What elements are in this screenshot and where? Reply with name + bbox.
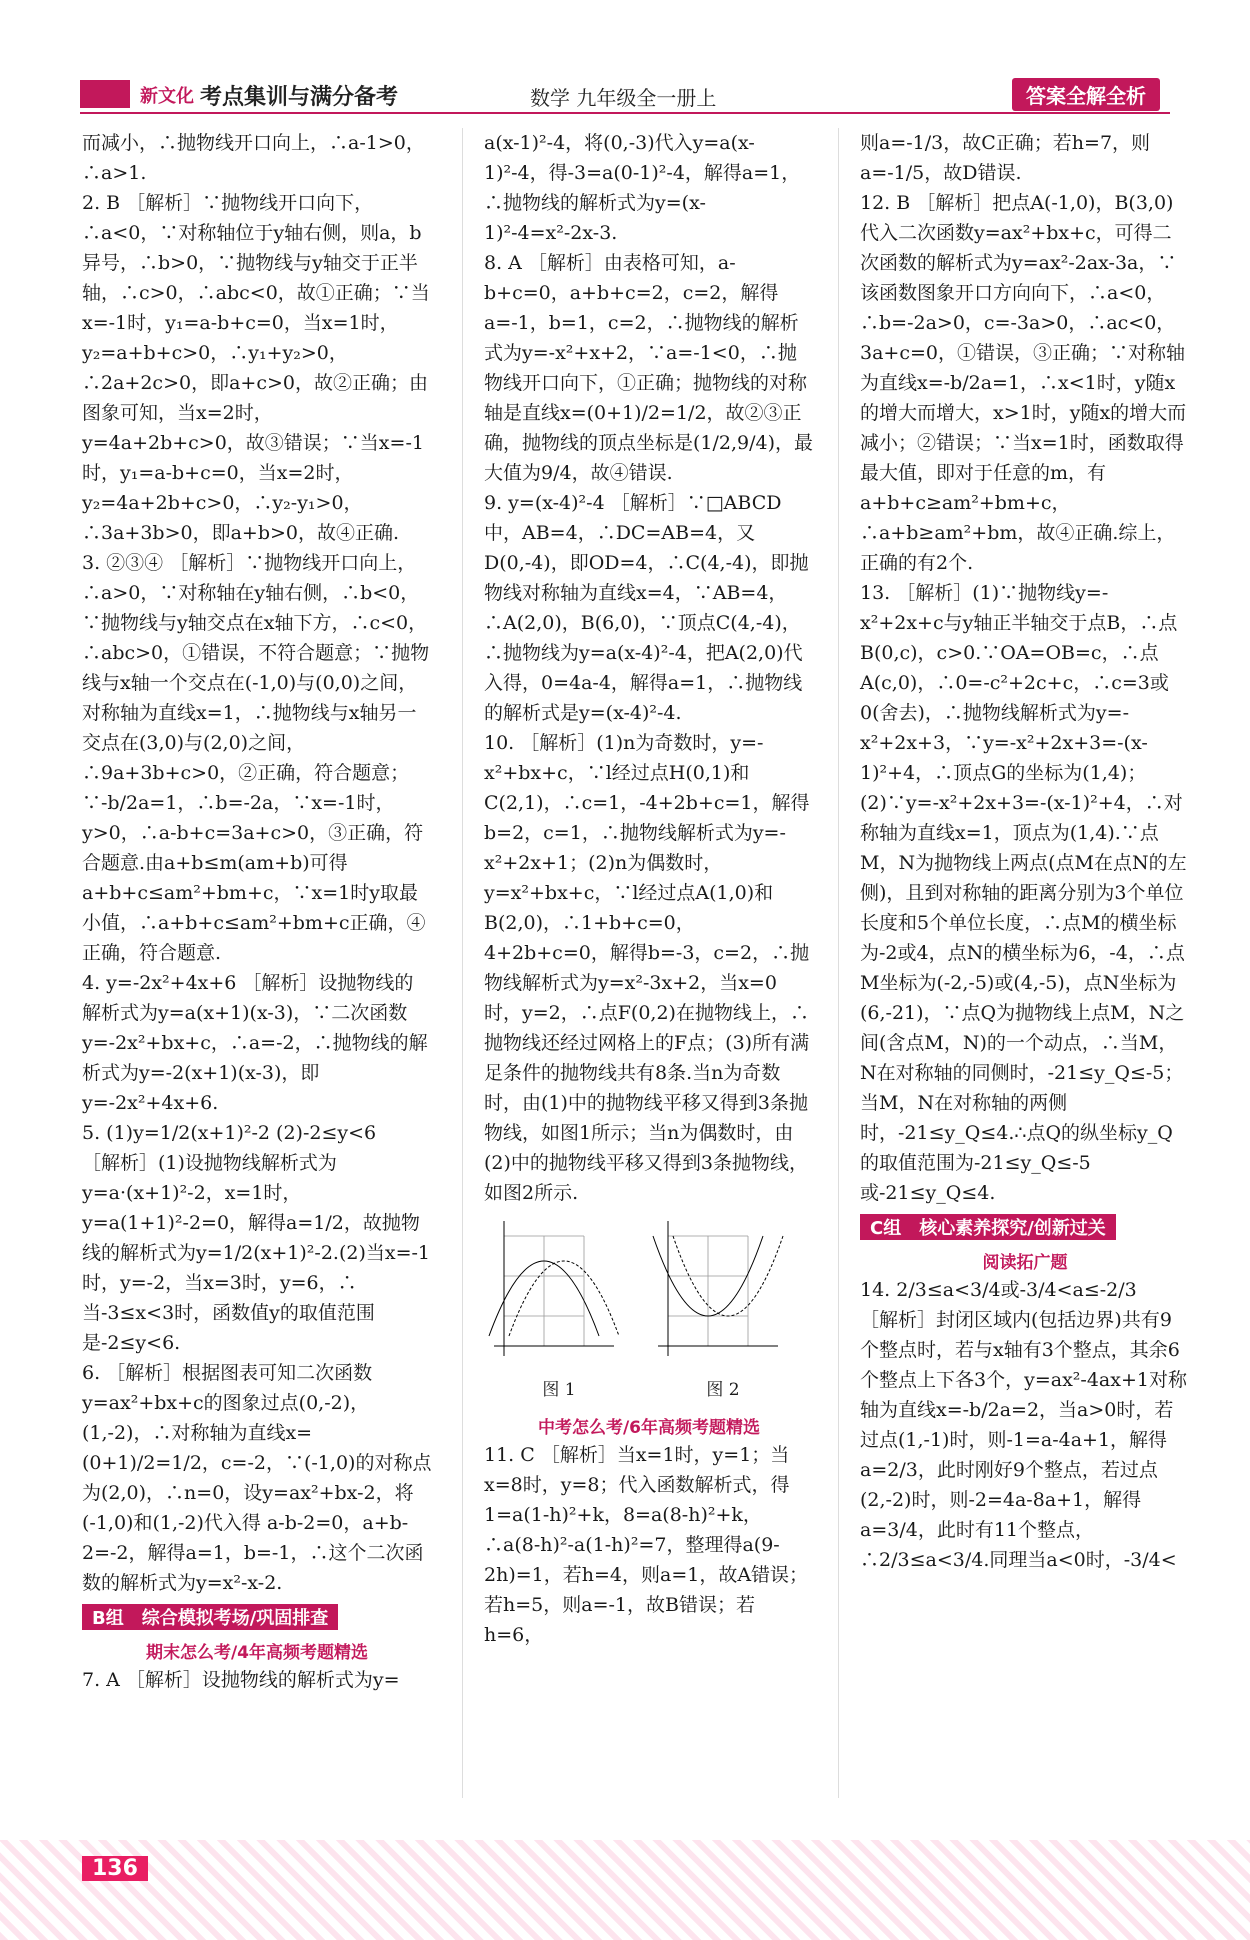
page-number: 136 <box>82 1856 148 1881</box>
answer-11-cont: 则a=-1/3，故C正确；若h=7，则a=-1/5，故D错误. <box>860 132 1151 184</box>
page-header <box>80 76 1170 112</box>
answer-6: 6. ［解析］根据图表可知二次函数y=ax²+bx+c的图象过点(0,-2)，(1,-2)，∴对称轴为直线x=(0+1)/2=1/2，c=-2，∵(-1,0)的对称点为(2,0)，∴n=0，设y=ax²+bx-2，将(-1,0)和(1,-2)代入得 a-b-2=0，a+b-2=-2，解得a=1，b=-1，∴这个二次函数的解析式为y=x²-x-2. <box>82 1362 432 1594</box>
column-divider <box>462 128 463 1798</box>
graph-2-icon <box>648 1216 798 1366</box>
answer-3: 3. ②③④ ［解析］∵抛物线开口向上，∴a>0，∵对称轴在y轴右侧，∴b<0，∵抛物线与y轴交点在x轴下方，∴c<0，∴abc>0，①错误，不符合题意；∵抛物线与x轴一个交点在(-1,0)与(0,0)之间，对称轴为直线x=1，∴抛物线与x轴另一交点在(3,0)与(2,0)之间，∴9a+3b+c>0，②正确，符合题意；∵-b/2a=1，∴b=-2a，∵x=-1时，y>0，∴a-b+c=3a+c>0，③正确，符合题意.由a+b≤m(am+b)可得a+b+c≤am²+bm+c，∵x=1时y取最小值，∴a+b+c≤am²+bm+c正确，④正确，符合题意. <box>82 552 430 964</box>
header-rule <box>80 112 1170 114</box>
section-b-subheading: 期末怎么考/4年高频考题精选 <box>145 1643 369 1663</box>
publisher-logo: 新文化 <box>140 86 194 107</box>
answer-5: 5. (1)y=1/2(x+1)²-2 (2)-2≤y<6 <box>82 1122 377 1144</box>
page-footer <box>0 1840 1250 1940</box>
subject-label: 数学 九年级全一册上 <box>530 86 717 110</box>
figure-2 <box>648 1216 798 1405</box>
column-left <box>82 128 432 1695</box>
answer-11: 11. C ［解析］当x=1时，y=1；当x=8时，y=8；代入函数解析式，得 1=a(1-h)²+k，8=a(8-h)²+k，∴a(8-h)²-a(1-h)²=7，整理得a(9-2h)=1，若h=4，则a=1，故A错误；若h=5，则a=-1，故B错误；若h=6， <box>484 1444 809 1646</box>
answer-12: 12. B ［解析］把点A(-1,0)，B(3,0)代入二次函数y=ax²+bx+c，可得二次函数的解析式为y=ax²-2ax-3a，∵该函数图象开口方向向下，∴a<0，∴b=-2a>0，c=-3a>0，∴ac<0，3a+c=0，①错误，③正确；∵对称轴为直线x=-b/2a=1，∴x<1时，y随x的增大而增大，x>1时，y随x的增大而减小；②错误；∵当x=1时，函数取得最大值，即对于任意的m，有a+b+c≥am²+bm+c，∴a+b≥am²+bm，故④正确.综上，正确的有2个. <box>860 192 1187 574</box>
figure-1 <box>484 1216 634 1405</box>
figures <box>484 1216 814 1405</box>
book-title: 考点集训与满分备考 <box>200 85 399 110</box>
answer-7: 7. A ［解析］设抛物线的解析式为y= <box>82 1669 400 1691</box>
section-label: 答案全解全析 <box>1012 78 1160 111</box>
column-divider <box>838 128 839 1798</box>
answer-9: 9. y=(x-4)²-4 ［解析］∵□ABCD中，AB=4，∴DC=AB=4，又D(0,-4)，即OD=4，∴C(4,-4)，即抛物线对称轴为直线x=4，∵AB=4，∴A(2,0)，B(6,0)，∵顶点C(4,-4)，∴抛物线为y=a(x-4)²-4，把A(2,0)代入得，0=4a-4，解得a=1，∴抛物线的解析式是y=(x-4)²-4. <box>484 492 809 724</box>
column-right <box>860 128 1190 1575</box>
answer-14: 14. 2/3≤a<3/4或-3/4<a≤-2/3 <box>860 1279 1137 1301</box>
answer-4: 4. y=-2x²+4x+6 ［解析］设抛物线的解析式为y=a(x+1)(x-3)，∵二次函数y=-2x²+bx+c，∴a=-2，∴抛物线的解析式为y=-2(x+1)(x-3)，即y=-2x²+4x+6. <box>82 972 428 1114</box>
figure-2-caption: 图 2 <box>706 1380 740 1400</box>
answer-paragraph: 而减小，∴抛物线开口向上，∴a-1>0，∴a>1. <box>82 132 425 184</box>
graph-1-icon <box>484 1216 634 1366</box>
answer-7-cont: a(x-1)²-4，将(0,-3)代入y=a(x-1)²-4，得-3=a(0-1)²-4，解得a=1，∴抛物线的解析式为y=(x-1)²-4=x²-2x-3. <box>484 132 801 244</box>
answer-10: 10. ［解析］(1)n为奇数时，y=-x²+bx+c，∵l经过点H(0,1)和C(2,1)，∴c=1，-4+2b+c=1，解得b=2，c=1，∴抛物线解析式为y=-x²+2x+1；(2)n为偶数时，y=x²+bx+c，∵l经过点A(1,0)和B(2,0)，∴1+b+c=0，4+2b+c=0，解得b=-3，c=2，∴抛物线解析式为y=x²-3x+2，当x=0时，y=2，∴点F(0,2)在抛物线上，∴抛物线还经过网格上的F点；(3)所有满足条件的抛物线共有8条.当n为奇数时，由(1)中的抛物线平移又得到3条抛物线，如图1所示；当n为偶数时，由(2)中的抛物线平移又得到3条抛物线，如图2所示. <box>484 732 810 1204</box>
figure-1-caption: 图 1 <box>542 1380 576 1400</box>
section-c-heading: C组 核心素养探究/创新过关 <box>860 1214 1116 1240</box>
answer-14-analysis: ［解析］封闭区域内(包括边界)共有9个整点时，若与x轴有3个整点，其余6个整点上下各3个，y=ax²-4ax+1对称轴为直线x=-b/2a=2，当a>0时，若过点(1,-1)时，则-1=a-4a+1，解得a=2/3，此时刚好9个整点，若过点(2,-2)时，则-2=4a-8a+1，解得a=3/4，此时有11个整点，∴2/3≤a<3/4.同理当a<0时，-3/4< <box>860 1309 1187 1571</box>
answer-8: 8. A ［解析］由表格可知，a-b+c=0，a+b+c=2，c=2，解得a=-1，b=1，c=2，∴抛物线的解析式为y=-x²+x+2，∵a=-1<0，∴抛物线开口向下，①正确；抛物线的对称轴是直线x=(0+1)/2=1/2，故②③正确，抛物线的顶点坐标是(1/2,9/4)，最大值为9/4，故④错误. <box>484 252 814 484</box>
answer-2: 2. B ［解析］∵抛物线开口向下，∴a<0，∵对称轴位于y轴右侧，则a，b异号，∴b>0，∵抛物线与y轴交于正半轴，∴c>0，∴abc<0，故①正确；∵当x=-1时，y₁=a-b+c=0，当x=1时，y₂=a+b+c>0，∴y₁+y₂>0，∴2a+2c>0，即a+c>0，故②正确；由图象可知，当x=2时，y=4a+2b+c>0，故③错误；∵当x=-1时，y₁=a-b+c=0，当x=2时，y₂=4a+2b+c>0，∴y₂-y₁>0，∴3a+3b>0，即a+b>0，故④正确. <box>82 192 430 544</box>
zhongkao-subheading: 中考怎么考/6年高频考题精选 <box>537 1418 761 1438</box>
column-middle <box>484 128 814 1650</box>
header-color-bar <box>80 80 130 108</box>
answer-13: 13. ［解析］(1)∵抛物线y=-x²+2x+c与y轴正半轴交于点B，∴点B(0,c)，c>0.∵OA=OB=c，∴点A(c,0)，∴0=-c²+2c+c，∴c=3或0(舍去)，∴抛物线解析式为y=-x²+2x+3，∵y=-x²+2x+3=-(x-1)²+4，∴顶点G的坐标为(1,4)；(2)∵y=-x²+2x+3=-(x-1)²+4，∴对称轴为直线x=1，顶点为(1,4).∵点M，N为抛物线上两点(点M在点N的左侧)，且到对称轴的距离分别为3个单位长度和5个单位长度，∴点M的横坐标为-2或4，点N的横坐标为6，-4，∴点M坐标为(-2,-5)或(4,-5)，点N坐标为(6,-21)，∵点Q为抛物线上点M，N之间(含点M，N)的一个动点，∴当M，N在对称轴的同侧时，-21≤y_Q≤-5；当M，N在对称轴的两侧时，-21≤y_Q≤4.∴点Q的纵坐标y_Q的取值范围为-21≤y_Q≤-5或-21≤y_Q≤4. <box>860 582 1187 1204</box>
answer-5-analysis: ［解析］(1)设抛物线解析式为y=a·(x+1)²-2，x=1时，y=a(1+1)²-2=0，解得a=1/2，故抛物线的解析式为y=1/2(x+1)²-2.(2)当x=-1时，y=-2，当x=3时，y=6，∴当-3≤x<3时，函数值y的取值范围是-2≤y<6. <box>82 1152 431 1354</box>
section-b-heading: B组 综合模拟考场/巩固排查 <box>82 1604 338 1630</box>
section-c-subheading: 阅读拓广题 <box>982 1253 1068 1273</box>
